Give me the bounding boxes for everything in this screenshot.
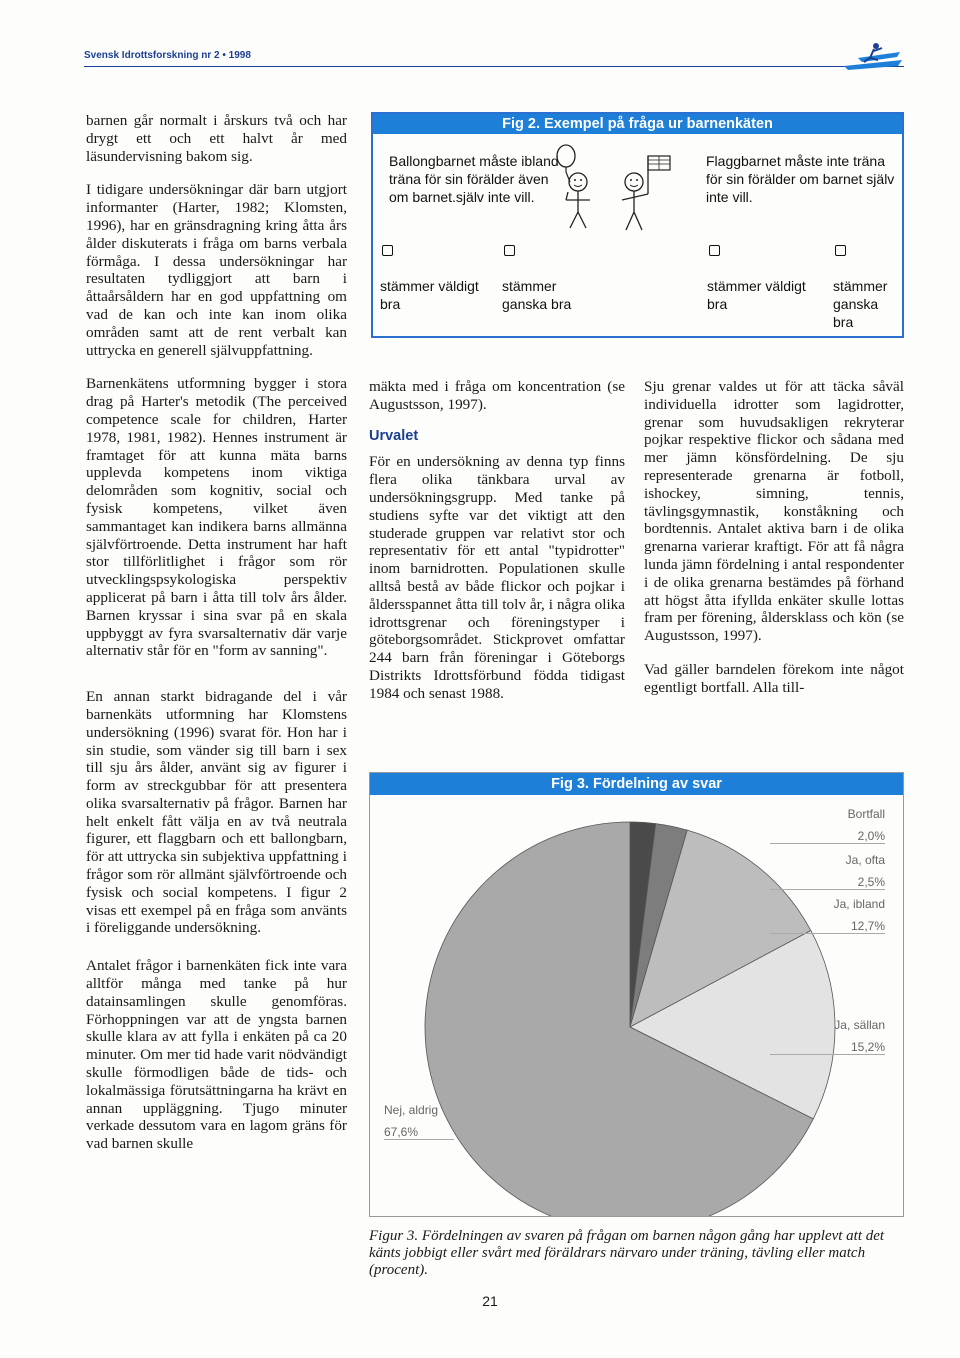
answer-label-1: stämmer väldigt bra	[380, 278, 479, 312]
column-3	[644, 378, 904, 713]
caption-text: Fördelningen av svaren på frågan om barnen någon gång har upplevt att det känts jobbigt eller svårt med föräldrars närvaro under träning, tävling eller match (procent).	[369, 1228, 885, 1278]
balloon-child-icon	[556, 142, 606, 232]
figure-3-title: Fig 3. Fördelning av svar	[370, 773, 903, 795]
answer-checkbox-1[interactable]	[382, 245, 393, 256]
slice-label-ja-ibland: Ja, ibland 12,7%	[770, 897, 885, 934]
answer-label-4: stämmer ganska bra	[833, 278, 888, 330]
column-1	[86, 112, 347, 1169]
section-heading: Urvalet	[369, 427, 419, 444]
slice-label-bortfall: Bortfall 2,0%	[770, 807, 885, 844]
paragraph: En annan starkt bidragande del i vår barnenkäts utformning har Klomstens undersökning (1996) svarat för. Hon har i sin studie, som vänder sig till barn i sex till sju års ålder, använt sig av figurer i form av streckgubbar för att presentera olika svarsalternativ på frågor. Barnen har helt enkelt fått välja en av två neutrala figurer, ett flaggbarn och ett ballongbarn, för att uttrycka sin subjektiva uppfattning i frågor som rör allmänt självförtroende och fysisk och social kompetens. I figur 2 visas ett exempel på en fråga som använts i föreliggande undersökning.	[86, 688, 347, 937]
header-rule	[84, 66, 904, 67]
column-2	[369, 378, 625, 719]
paragraph: barnen går normalt i årskurs två och har drygt ett och ett halvt år med läsundervisning bakom sig.	[86, 112, 347, 165]
answer-checkbox-2[interactable]	[504, 245, 515, 256]
journal-logo-icon	[840, 40, 906, 72]
figure-2-title: Fig 2. Exempel på fråga ur barnenkäten	[373, 114, 902, 134]
figure-3-caption	[369, 1228, 904, 1279]
answer-checkbox-4[interactable]	[835, 245, 846, 256]
paragraph: mäkta med i fråga om koncentration (se Augustsson, 1997).	[369, 378, 625, 413]
figure-3	[369, 772, 904, 1217]
page-number: 21	[482, 1293, 498, 1309]
paragraph: Vad gäller barndelen förekom inte något egentligt bortfall. Alla till-	[644, 660, 904, 696]
paragraph: Antalet frågor i barnenkäten fick inte vara alltför många med tanke på hur datainsamlingen skulle genomföras. Förhoppningen var att de yngsta barnen skulle klara av att fylla i enkäten på ca 20 minuter. Om mer tid hade varit nödvändigt skulle förmodligen både de tids- och lokalmässiga förutsättningarna ha krävt en annan uppläggning. Tjugo minuter verkade dessutom vara en lagom gräns för vad barnen skulle	[86, 957, 347, 1153]
figure-2	[371, 112, 904, 338]
slice-label-ja-sallan: Ja, sällan 15,2%	[770, 1018, 885, 1055]
paragraph: I tidigare undersökningar där barn utgjort informanter (Harter, 1982; Klomsten, 1996), har en gränsdragning kring åtta års ålder diskuterats i fråga om barns verbala förmåga. I dessa undersökningar har resultaten tydliggjort att barn i åttaårsåldern har en god uppfattning om vad de kan och inte kan inom olika områden samt att de rent verbalt kan uttrycka en generell självuppfattning.	[86, 181, 347, 359]
journal-header: Svensk Idrottsforskning nr 2 • 1998	[84, 50, 251, 61]
answer-label-3: stämmer väldigt bra	[707, 278, 806, 312]
paragraph: För en undersökning av denna typ finns flera olika tänkbara urval av undersökningsgrupp. Med tanke på studiens syfte var det viktigt att den studerade gruppen var relativt stor och representativ för ett antal "typidrotter" inom barnidrotten. Populationen skulle alltså bestå av både flickor och pojkar i åldersspannet åtta till tolv år, i några olika idrottsgrenar och föreningstyper i göteborgsområdet. Stickprovet omfattar 244 barn från föreningar i Göteborgs Distrikts Idrottsförbund födda tidigast 1984 och senast 1988.	[369, 453, 625, 702]
answer-checkbox-3[interactable]	[709, 245, 720, 256]
caption-label: Figur 3.	[369, 1228, 419, 1244]
slice-label-ja-ofta: Ja, ofta 2,5%	[770, 853, 885, 890]
paragraph: Sju grenar valdes ut för att täcka såväl individuella idrotter som lagidrotter, grenar som huvudsakligen rekryterar pojkar respektive flickor och sådana med mer jämn könsfördelning. De sju representerade grenarna är fotboll, ishockey, simning, tennis, tävlingsgymnastik, konståkning och bordtennis. Antalet aktiva barn i de olika grenarna varierar kraftigt. För att få några lunda jämn fördelning i antal respondenter i de olika grenarna bestämdes på förhand att högst åtta ifyllda enkäter skulle lottas fram per förening, åldersklass och kön (se Augustsson, 1997).	[644, 378, 904, 645]
slice-label-nej-aldrig: Nej, aldrig 67,6%	[384, 1103, 454, 1140]
answer-label-2: stämmer ganska bra	[502, 278, 572, 312]
paragraph: Barnenkätens utformning bygger i stora drag på Harter's metodik (The perceived competence scale for children, Harter 1978, 1981, 1982). Hennes instrument är framtaget för att kunna mäta barns upplevda kompetens inom viktiga delområden som kognitiv, social och fysisk kompetens, vilket även sammantaget kan indikera barns allmänna självförtroende. Detta instrument har haft stor tillförlitlighet i frågor som rör utvecklingspsykologiska perspektiv applicerat på barn i åtta till tolv års ålder. Barnen kryssar i sina svar på en skala uppbyggt av fyra svarsalternativ där varje alternativ står för en "form av sanning".	[86, 375, 347, 660]
flag-child-icon	[616, 154, 676, 236]
flag-child-statement: Flaggbarnet måste inte träna för sin förälder om barnet själv inte vill.	[706, 153, 895, 205]
balloon-child-statement: Ballongbarnet måste ibland träna för sin förälder även om barnet.själv inte vill.	[389, 153, 559, 205]
